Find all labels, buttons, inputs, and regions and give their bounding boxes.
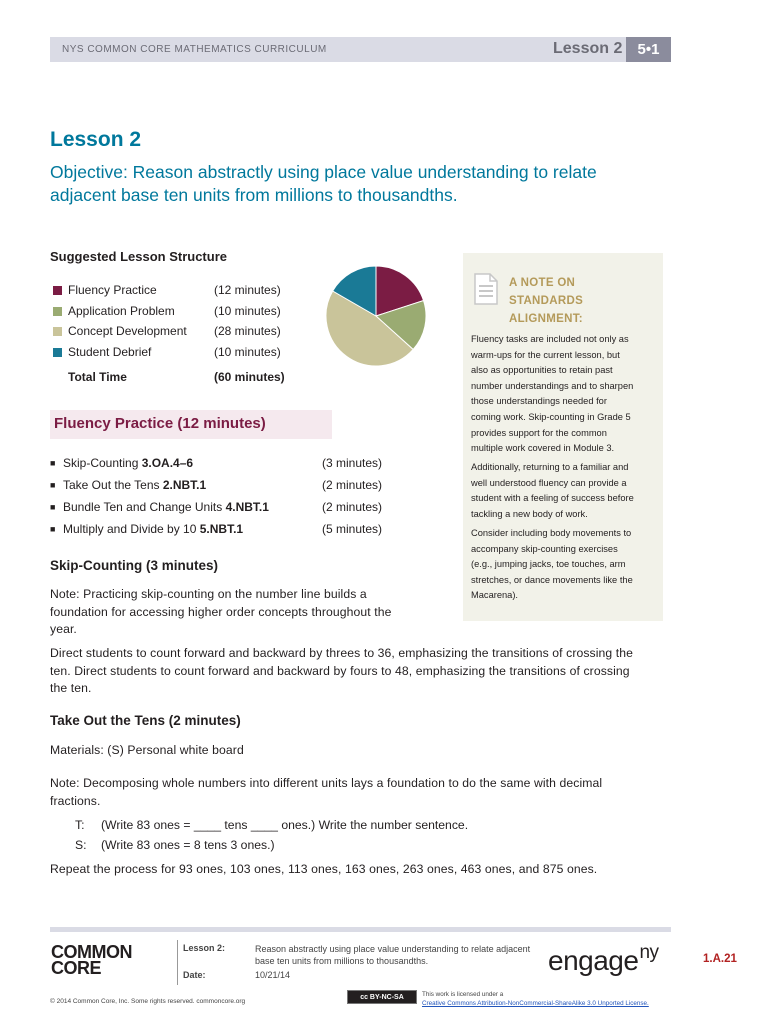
page-number: 1.A.21	[703, 953, 737, 965]
header-module-badge: 5•1	[626, 37, 671, 62]
teacher-line: (Write 83 ones = ____ tens ____ ones.) Write the number sentence.	[101, 818, 469, 832]
note-paragraph-2: Additionally, returning to a familiar and well understood fluency can provide a student with a feeling of success before tackling a new body of work.	[471, 462, 634, 519]
fluency-item-standard: 2.NBT.1	[162, 478, 207, 492]
structure-item	[53, 324, 281, 338]
fluency-item-time: (3 minutes)	[322, 456, 383, 470]
creative-commons-badge: cc BY-NC-SA	[347, 990, 417, 1004]
fluency-item-label: Multiply and Divide by 10	[63, 522, 200, 536]
footer-divider	[177, 940, 178, 985]
note-paragraph-3: Consider including body movements to accompany skip-counting exercises (e.g., jumping jacks, toe touches, arm stretches, or dance movements like the Macarena).	[471, 528, 633, 601]
take-out-tens-note: Note: Decomposing whole numbers into different units lays a foundation to do the same with decimal fractions.	[50, 776, 603, 808]
common-core-logo: COMMON CORE	[51, 942, 132, 978]
note-paragraph-1: Fluency tasks are included not only as warm-ups for the current lesson, but also as opportunities to retain past number understandings and to sharpen those understandings needed for coming work. Skip-counting in Grade 5 provides support for the common multiple work covered in Module 3.	[471, 334, 634, 454]
footer-date-value: 10/21/14	[255, 970, 291, 980]
skip-counting-note: Note: Practicing skip-counting on the number line builds a foundation for accessing higher order concepts throughout the year.	[50, 587, 392, 636]
fluency-item-time: (2 minutes)	[322, 500, 383, 514]
license-text: This work is licensed under a Creative Commons Attribution-NonCommercial-ShareAlike 3.0 Unported License.	[422, 991, 649, 1007]
student-line: (Write 83 ones = 8 tens 3 ones.)	[101, 838, 275, 852]
engageny-logo: engage$^{ny}$	[548, 942, 659, 976]
take-out-tens-heading: Take Out the Tens (2 minutes)	[50, 713, 241, 728]
document-icon	[473, 272, 499, 306]
note-title: A NOTE ON STANDARDS ALIGNMENT:	[509, 277, 584, 325]
teacher-label: T:	[75, 818, 85, 832]
bullet-icon: ■	[50, 524, 56, 534]
fluency-item-label: Skip-Counting	[63, 456, 142, 470]
structure-item-time: (12 minutes)	[214, 283, 281, 297]
fluency-item-standard: 3.OA.4–6	[141, 456, 194, 470]
structure-heading: Suggested Lesson Structure	[50, 249, 227, 264]
page-title: Lesson 2	[50, 128, 142, 151]
structure-item-time: (10 minutes)	[214, 345, 281, 359]
fluency-item	[50, 522, 243, 536]
fluency-item-standard: 5.NBT.1	[199, 522, 244, 536]
copyright-text: © 2014 Common Core, Inc. Some rights reserved. commoncore.org	[50, 998, 246, 1005]
lesson-structure-pie-chart	[325, 265, 427, 367]
fluency-item	[50, 456, 193, 470]
fluency-item-time: (2 minutes)	[322, 478, 383, 492]
legend-swatch	[53, 327, 62, 336]
footer-rule	[50, 927, 671, 932]
total-time-value: (60 minutes)	[214, 370, 285, 384]
fluency-item-standard: 4.NBT.1	[225, 500, 269, 514]
bullet-icon: ■	[50, 502, 56, 512]
structure-item	[53, 304, 281, 318]
legend-swatch	[53, 286, 62, 295]
fluency-item	[50, 478, 206, 492]
footer-date-label: Date:	[183, 970, 206, 980]
materials-line: Materials: (S) Personal white board	[50, 743, 244, 757]
license-link[interactable]: Creative Commons Attribution-NonCommercial-ShareAlike 3.0 Unported License.	[422, 1000, 649, 1007]
legend-swatch	[53, 348, 62, 357]
bullet-icon: ■	[50, 458, 56, 468]
footer-lesson-text: Reason abstractly using place value understanding to relate adjacent base ten units from millions to thousandths.	[255, 944, 531, 966]
curriculum-title: NYS COMMON CORE MATHEMATICS CURRICULUM	[62, 44, 327, 55]
fluency-item-time: (5 minutes)	[322, 522, 383, 536]
student-label: S:	[75, 838, 87, 852]
repeat-instruction: Repeat the process for 93 ones, 103 ones, 113 ones, 163 ones, 263 ones, 463 ones, and 875 ones.	[50, 862, 598, 876]
structure-item-label: Concept Development	[68, 324, 187, 338]
legend-swatch	[53, 307, 62, 316]
structure-item-label: Student Debrief	[68, 345, 152, 359]
fluency-heading: Fluency Practice (12 minutes)	[54, 415, 266, 432]
structure-item-label: Application Problem	[68, 304, 175, 318]
skip-counting-heading: Skip-Counting (3 minutes)	[50, 558, 218, 573]
structure-item-time: (28 minutes)	[214, 324, 281, 338]
fluency-item-label: Bundle Ten and Change Units	[63, 500, 226, 514]
footer-lesson-label: Lesson 2:	[183, 943, 226, 953]
structure-item-time: (10 minutes)	[214, 304, 281, 318]
lesson-objective: Objective: Reason abstractly using place value understanding to relate adjacent base ten units from millions to thousandths.	[50, 162, 597, 205]
structure-item	[53, 345, 281, 359]
total-time-label: Total Time	[68, 370, 127, 384]
header-lesson: Lesson 2	[553, 40, 623, 57]
fluency-item	[50, 500, 269, 514]
bullet-icon: ■	[50, 480, 56, 490]
skip-counting-directions: Direct students to count forward and backward by threes to 36, emphasizing the transitions of crossing the ten. Direct students to count forward and backward by fours to 48, emphasizing the transitions of crossing the ten.	[50, 646, 634, 695]
structure-item-label: Fluency Practice	[68, 283, 157, 297]
fluency-item-label: Take Out the Tens	[63, 478, 163, 492]
structure-item	[53, 283, 281, 297]
